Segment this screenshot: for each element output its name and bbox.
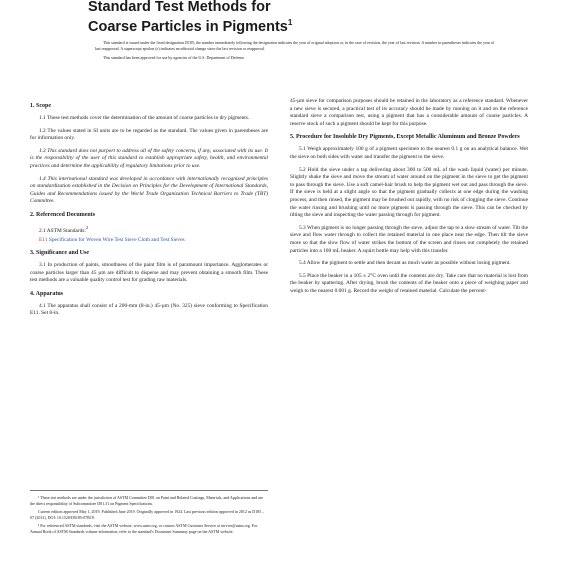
footnote-1: ¹ These test methods are under the jurisdiction of ASTM Committee D01 on Paint and Related Coatings, Materials, and Applications and are the direct responsibility of Subcommittee D01.31 on Pigment Specifications. [30,495,263,506]
paragraph-1-4: 1.4 This international standard was developed in accordance with internationally recognized principles on standardization established in the Decision on Principles for the Development of International Standards, Guides and Recommendations issued by the World Trade Organization Technical Barriers to Trade (TBT) Committee. [30,175,268,205]
left-column [30,98,268,323]
title-line-1: Standard Test Methods for [88,0,271,15]
paragraph-5-4: 5.4 Allow the pigment to settle and then decant as much water as possible without losing pigment. [299,260,511,267]
astm-footnote-mark: 2 [85,224,89,230]
paragraph-4-1: 4.1 The apparatus shall consist of a 200-mm (8-in.) 45-µm (No. 325) sieve conforming to Specification E11. Set 8-in. [30,302,268,317]
astm-standards-label [39,224,268,235]
title-block [88,0,508,35]
document-title [88,0,508,35]
title-footnote-mark: 1 [287,18,293,27]
title-line-2: Coarse Particles in Pigments [88,18,288,35]
paragraph-3-1: 3.1 In production of paints, smoothness of the paint film is of paramount importance. Agglomerates or coarse particles larger than 45 µm are difficult to disperse and may prevent obtaining a smooth film. These test methods are a valuable quality control test for grading raw materials. [30,261,268,284]
reference-e11-number[interactable]: E11 [39,237,48,244]
paragraph-5-1: 5.1 Weigh approximately 100 g of a pigment specimen to the nearest 0.1 g on an analytical balance. Wet the sieve on both sides with water and transfer the pigment to the sieve. [290,146,528,160]
section-heading-referenced-documents: 2. Referenced Documents [30,211,96,218]
section-heading-procedure: 5. Procedure for Insoluble Dry Pigments, Except Metallic Aluminum and Bronze Powders [290,134,520,141]
paragraph-5-5: 5.5 Place the beaker in a 105 ± 2°C oven until the contents are dry. Take care that no material is lost from the beaker by spattering. After drying, brush the contents of the beaker onto a piece of weighing paper and weigh to the nearest 0.001 g. Record the weight of retained material. Calculate the percent- [290,272,528,294]
reference-e11-link[interactable]: Specification for Woven Wire Test Sieve Cloth and Test Sieves [48,237,185,244]
dod-approval-note: This standard has been approved for use by agencies of the U.S. Department of Defense. [103,55,245,60]
section-heading-scope: 1. Scope [30,103,51,109]
paragraph-5-2: 5.2 Hold the sieve under a tap delivering about 300 to 500 mL of the wash liquid (water) per minute. Slightly shake the sieve and move the stream of water around on the pigment in the sieve to get the pigment to pass through the sieve. Use a soft camel-hair brush to help the pigment wet out and pass through the sieve. If the sieve is held at a slight angle so that the pigment gradually collects at one edge during the washing process, and then rinsed, the pigment may be brushed out rapidly, with no risk of clogging the sieve. Continue the water rinsing and brushing until no more pigment is passing through the sieve. This can be checked by tilting the sieve and inspecting the water passing through for pigment. [290,166,528,219]
astm-standards-text: 2.1 ASTM Standards: [39,227,86,234]
paragraph-5-3: 5.3 When pigment is no longer passing through the sieve, adjust the tap to a slow stream of water. Tilt the sieve and flow water through to collect the retained material in one place near the edge. Then tilt the sieve more so that the slow flow of water strikes the bottom of the screen and rinses out completely the retained particles into a 100 mL beaker. A squirt bottle may help with this transfer. [290,224,528,254]
paragraph-1-3: 1.3 This standard does not purport to address all of the safety concerns, if any, associated with its use. It is the responsibility of the user of this standard to establish appropriate safety, health, and environmental practices and determine the applicability of regulatory limitations prior to use. [30,147,268,169]
designation-notice [95,40,495,64]
paragraph-1-2: 1.2 The values stated in SI units are to be regarded as the standard. The values given in parentheses are for information only. [30,127,268,142]
paragraph-1-1: 1.1 These test methods cover the determination of the amount of coarse particles in dry pigments. [39,115,250,121]
paragraph-4-1-continued: 45-µm sieve for comparison purposes should be retained in the laboratory as a reference standard. Whenever a new sieve is secured, a practical test of its accuracy should be made by running on it and on the reference standard sieve a comparison test, using a pigment that has a considerable amount of coarse particles. A reserve stock of such a pigment should be kept for this purpose. [290,98,528,127]
reference-e11[interactable] [39,237,268,245]
footnotes [30,490,268,538]
designation-note: This standard is issued under the fixed designation D185; the number immediately following the designation indicates the year of original adoption or, in the case of revision, the year of last revision. A number in parentheses indicates the year of last reapproval. A superscript epsilon (ε) indicates an editorial change since the last revision or reapproval. [95,40,495,51]
footnote-2: ² For referenced ASTM standards, visit the ASTM website, www.astm.org, or contact ASTM Customer Service at service@astm.org. For Annual Book of ASTM Standards volume information, refer to the standard's Document Summary page on the ASTM website. [30,523,258,534]
section-heading-apparatus: 4. Apparatus [30,290,64,297]
footnote-1-edition: Current edition approved May 1, 2019. Published June 2019. Originally approved in 1924. Last previous edition approved in 2012 as D185 – 07 (2012). DOI: 10.1520/D0185-07R19. [30,509,265,520]
section-heading-significance: 3. Significance and Use [30,249,90,256]
right-column [290,98,528,300]
